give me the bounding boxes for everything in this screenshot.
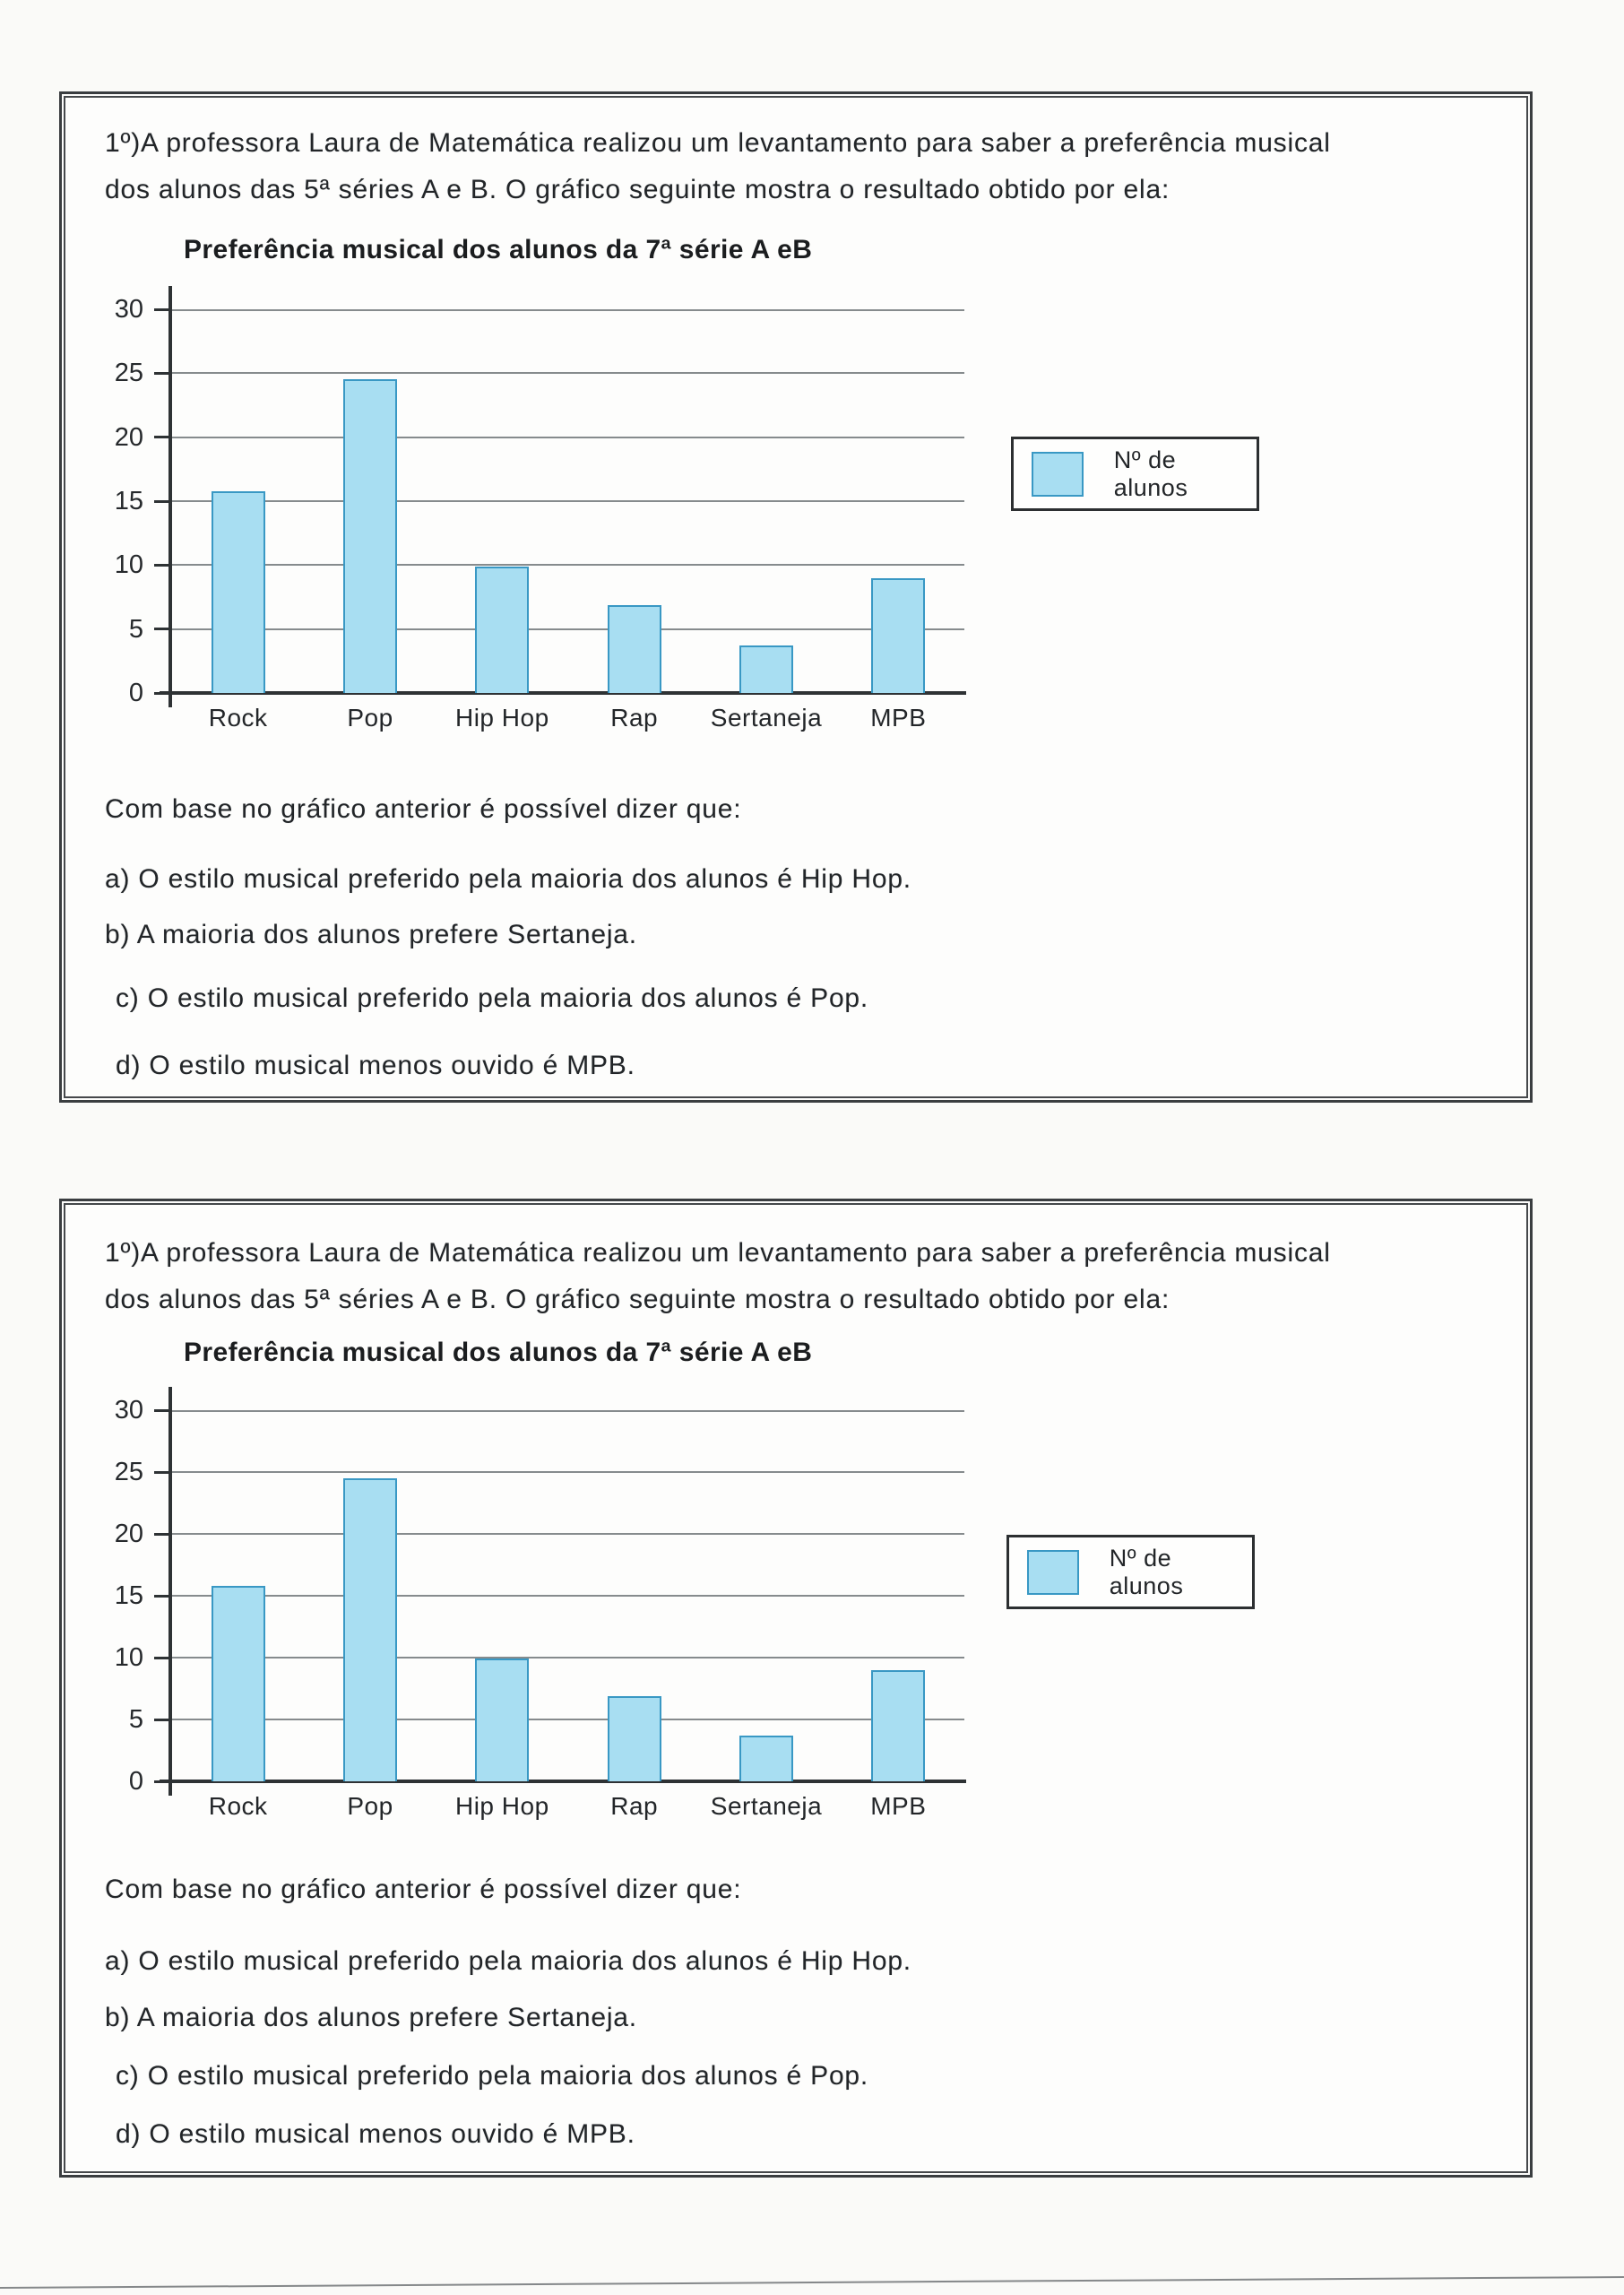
x-axis-label: Sertaneja: [710, 1792, 823, 1820]
intro-line-1: 1º)A professora Laura de Matemática realizou um levantamento para saber a preferência musical: [105, 128, 1331, 158]
option-c: c) O estilo musical preferido pela maioria dos alunos é Pop.: [116, 983, 869, 1013]
gridline: [172, 1533, 964, 1535]
bar-hip-hop: [475, 1658, 529, 1781]
legend-label: Nº de alunos: [1109, 1544, 1184, 1599]
bar-mpb: [871, 1670, 925, 1781]
bar-rap: [608, 1696, 661, 1781]
x-axis-label: Rock: [208, 1792, 268, 1820]
y-axis-tick: [154, 436, 172, 438]
intro-line-2: dos alunos das 5ª séries A e B. O gráfico seguinte mostra o resultado obtido por ela:: [105, 175, 1170, 204]
option-d: d) O estilo musical menos ouvido é MPB.: [116, 2119, 635, 2149]
x-axis-label: MPB: [870, 704, 927, 732]
bar-rap: [608, 605, 661, 693]
question-box-1-inner: [64, 96, 1528, 1098]
y-axis-tick: [154, 308, 172, 311]
y-axis-tick: [154, 628, 172, 630]
y-axis-label: 0: [128, 1767, 143, 1796]
bar-hip-hop: [475, 567, 529, 693]
x-axis-label: Rock: [208, 704, 268, 732]
question-box-1: [59, 91, 1533, 1103]
bar-mpb: [871, 578, 925, 693]
x-axis-label: Sertaneja: [710, 704, 823, 732]
gridline: [172, 372, 964, 374]
bar-rock: [212, 491, 265, 693]
x-axis-label: Rap: [610, 1792, 659, 1820]
option-d: d) O estilo musical menos ouvido é MPB.: [116, 1051, 635, 1080]
y-axis-label: 20: [114, 1520, 143, 1548]
x-axis-label: Pop: [347, 704, 393, 732]
gridline: [172, 1719, 964, 1720]
bar-sertaneja: [739, 645, 793, 693]
question-box-2-inner: [64, 1203, 1528, 2173]
x-axis-label: Hip Hop: [454, 1792, 549, 1820]
gridline: [172, 1657, 964, 1658]
y-axis-label: 30: [114, 1396, 143, 1425]
y-axis-tick: [154, 1533, 172, 1536]
question-box-2: [59, 1199, 1533, 2178]
x-axis-label: Hip Hop: [454, 704, 549, 732]
y-axis-tick: [154, 692, 172, 695]
y-axis-label: 10: [114, 1643, 143, 1672]
gridline: [172, 437, 964, 438]
legend-box: [1006, 1535, 1255, 1609]
y-axis-label: 10: [114, 550, 143, 580]
y-axis-label: 5: [128, 614, 143, 644]
gridline: [172, 564, 964, 566]
gridline: [172, 1595, 964, 1597]
option-c: c) O estilo musical preferido pela maioria dos alunos é Pop.: [116, 2061, 869, 2091]
chart-title: Preferência musical dos alunos da 7ª série A eB: [184, 235, 813, 264]
bar-pop: [343, 379, 397, 693]
question-intro: [105, 120, 1331, 213]
bar-rock: [212, 1586, 265, 1781]
y-axis-tick: [154, 1409, 172, 1412]
y-axis-tick: [154, 1719, 172, 1721]
y-axis-label: 5: [128, 1705, 143, 1734]
y-axis-label: 25: [114, 359, 143, 388]
option-a: a) O estilo musical preferido pela maioria dos alunos é Hip Hop.: [105, 1946, 911, 1976]
legend-label: Nº de alunos: [1113, 446, 1188, 501]
y-axis-tick: [154, 372, 172, 375]
intro-line-2: dos alunos das 5ª séries A e B. O gráfico seguinte mostra o resultado obtido por ela:: [105, 1285, 1170, 1314]
y-axis-label: 20: [114, 422, 143, 452]
scan-artifact-line: [0, 2276, 1624, 2289]
intro-line-1: 1º)A professora Laura de Matemática realizou um levantamento para saber a preferência musical: [105, 1238, 1331, 1268]
x-axis-label: Pop: [347, 1792, 393, 1820]
y-axis-tick: [154, 1657, 172, 1659]
y-axis-tick: [154, 1595, 172, 1598]
question-prompt: Com base no gráfico anterior é possível dizer que:: [105, 1875, 742, 1904]
y-axis-label: 30: [114, 295, 143, 324]
chart-title: Preferência musical dos alunos da 7ª série A eB: [184, 1338, 813, 1367]
legend-box: [1011, 437, 1259, 511]
y-axis-label: 0: [128, 679, 143, 707]
gridline: [172, 309, 964, 311]
y-axis-tick: [154, 564, 172, 567]
legend-swatch: [1027, 1550, 1079, 1595]
question-intro: [105, 1230, 1331, 1323]
gridline: [172, 1471, 964, 1473]
x-axis-label: MPB: [870, 1792, 927, 1820]
y-axis-tick: [154, 1780, 172, 1783]
option-a: a) O estilo musical preferido pela maioria dos alunos é Hip Hop.: [105, 864, 911, 894]
option-b: b) A maioria dos alunos prefere Sertaneja.: [105, 920, 637, 949]
y-axis-label: 15: [114, 487, 143, 515]
x-axis-label: Rap: [610, 704, 659, 732]
legend-swatch: [1032, 452, 1084, 497]
option-b: b) A maioria dos alunos prefere Sertaneja.: [105, 2003, 637, 2032]
gridline: [172, 628, 964, 630]
y-axis-label: 15: [114, 1581, 143, 1610]
bar-pop: [343, 1478, 397, 1781]
question-prompt: Com base no gráfico anterior é possível dizer que:: [105, 794, 742, 824]
bar-sertaneja: [739, 1736, 793, 1781]
gridline: [172, 1410, 964, 1412]
y-axis-tick: [154, 500, 172, 503]
gridline: [172, 500, 964, 502]
bar-chart: [114, 1396, 964, 1820]
bar-chart: [114, 295, 964, 732]
y-axis-label: 25: [114, 1458, 143, 1486]
y-axis-tick: [154, 1471, 172, 1474]
